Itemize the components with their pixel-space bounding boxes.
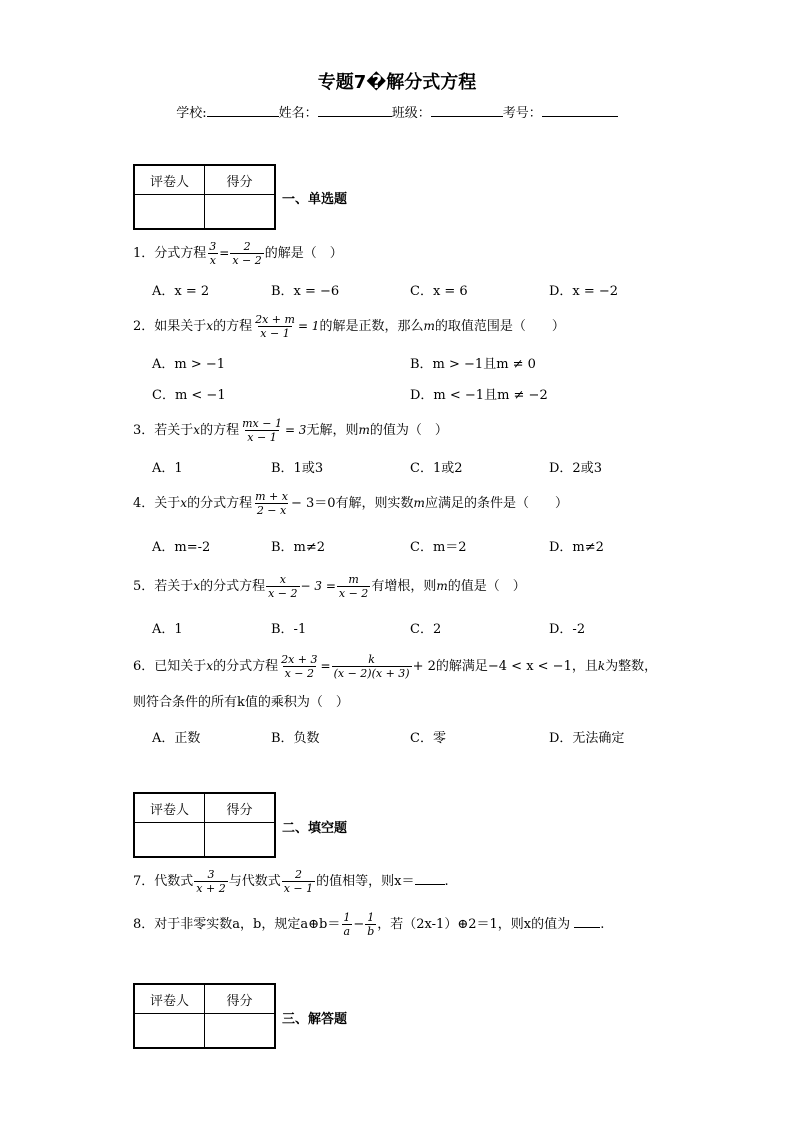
question-number: 6． xyxy=(133,659,155,674)
fraction-denominator: x − 1 xyxy=(247,431,277,444)
question-2 xyxy=(133,313,565,340)
equals-expression: = 1 xyxy=(297,319,320,333)
variable: m xyxy=(423,319,435,333)
section-title-fill-blank: 二、填空题 xyxy=(282,821,348,836)
variable: x xyxy=(193,579,201,593)
option-d: D．x = −2 xyxy=(549,284,619,299)
grader-input-cell xyxy=(134,823,205,858)
grader-input-cell xyxy=(134,195,205,230)
fraction-numerator: k xyxy=(368,653,375,666)
question-number: 5． xyxy=(133,579,155,594)
option-b: B．x = −6 xyxy=(271,284,340,299)
fraction-numerator: 2x + m xyxy=(255,313,295,326)
question-text: 的方程 xyxy=(200,423,240,438)
fraction-numerator: 1 xyxy=(367,911,375,924)
question-text: 的值相等，则x＝ xyxy=(316,874,415,889)
question-text: . xyxy=(600,917,605,932)
question-6 xyxy=(133,653,657,680)
question-text: 若关于 xyxy=(154,579,194,594)
score-cell: 得分 xyxy=(205,793,276,823)
option-b: B．m > −1且m ≠ 0 xyxy=(410,357,536,372)
exam-no-label: 考号： xyxy=(502,106,542,121)
score-input-cell xyxy=(205,823,276,858)
question-text: 为整数， xyxy=(605,659,658,674)
fraction-numerator: m + x xyxy=(255,490,288,503)
score-box-section-1 xyxy=(133,164,276,230)
fraction xyxy=(365,911,376,938)
fraction xyxy=(253,490,290,517)
option-c: C．m < −1 xyxy=(152,388,226,403)
score-input-cell xyxy=(205,1014,276,1049)
score-input-cell xyxy=(205,195,276,230)
fraction-numerator: mx − 1 xyxy=(242,417,282,430)
question-text: . xyxy=(444,874,449,889)
question-text: 的值为（ ） xyxy=(369,423,448,438)
option-b: B．-1 xyxy=(271,622,307,637)
variable: x xyxy=(180,496,188,510)
question-text: 的解是正数，那么 xyxy=(319,319,424,334)
equals-expression: − 3 = xyxy=(300,579,336,593)
option-d: D．-2 xyxy=(549,622,586,637)
question-text: 有解，则实数 xyxy=(335,496,414,511)
fraction-denominator: x + 2 xyxy=(196,882,226,895)
question-text: 的分式方程 xyxy=(213,659,279,674)
student-info-line xyxy=(0,102,794,121)
equals-expression: − 3＝0 xyxy=(290,496,336,511)
question-text: 的取值范围是（ ） xyxy=(434,319,565,334)
question-number: 4． xyxy=(133,496,155,511)
fraction-denominator: x − 2 xyxy=(232,254,262,267)
school-blank xyxy=(207,104,279,117)
equals-sign: = xyxy=(320,659,331,673)
option-d: D．无法确定 xyxy=(549,731,625,746)
score-box-section-3 xyxy=(133,983,276,1049)
question-text: 的值是（ ） xyxy=(447,579,526,594)
fraction xyxy=(266,573,299,600)
fraction xyxy=(230,240,263,267)
name-blank xyxy=(318,104,392,117)
option-c: C．2 xyxy=(410,622,442,637)
fraction-denominator: (x − 2)(x + 3) xyxy=(333,667,410,680)
fraction xyxy=(279,653,319,680)
fraction-numerator: 3 xyxy=(207,868,215,881)
question-text: ，若（2x-1）⊕2＝1，则x的值为 xyxy=(377,917,571,932)
option-b: B．负数 xyxy=(271,731,320,746)
question-text: 对于非零实数a，b，规定a⊕b＝ xyxy=(154,917,341,932)
grader-cell: 评卷人 xyxy=(134,165,205,195)
fraction-denominator: x − 2 xyxy=(338,587,369,600)
fraction xyxy=(337,573,370,600)
option-c: C．x = 6 xyxy=(410,284,468,299)
variable: m xyxy=(413,496,425,510)
score-box-section-2 xyxy=(133,792,276,858)
question-3 xyxy=(133,417,448,444)
equals-expression: = 3 xyxy=(284,423,307,437)
question-number: 7． xyxy=(133,874,155,889)
section-title-solution: 三、解答题 xyxy=(282,1012,348,1027)
question-1 xyxy=(133,240,343,267)
question-text: 已知关于 xyxy=(154,659,207,674)
fraction-numerator: 2x + 3 xyxy=(281,653,318,666)
question-text: 关于 xyxy=(154,496,181,511)
option-a: A．正数 xyxy=(152,731,201,746)
question-8 xyxy=(133,911,604,938)
fraction xyxy=(332,653,412,680)
fraction-numerator: x xyxy=(279,573,286,586)
minus-sign: − xyxy=(353,917,365,932)
fraction-denominator: x − 2 xyxy=(284,667,315,680)
fraction-denominator: b xyxy=(367,925,375,938)
question-text: + 2的解满足−4 < x < −1，且 xyxy=(412,659,598,674)
option-c: C．m＝2 xyxy=(410,540,467,555)
variable: x xyxy=(206,319,214,333)
question-number: 1． xyxy=(133,246,155,261)
question-text: 应满足的条件是（ ） xyxy=(424,496,568,511)
variable: x xyxy=(193,423,201,437)
grader-cell: 评卷人 xyxy=(134,793,205,823)
question-text: 与代数式 xyxy=(228,874,281,889)
score-cell: 得分 xyxy=(205,165,276,195)
fraction-denominator: x − 2 xyxy=(268,587,298,600)
name-label: 姓名： xyxy=(278,106,318,121)
question-text: 分式方程 xyxy=(154,246,207,261)
question-6-line-2: 则符合条件的所有k值的乘积为（ ） xyxy=(133,695,349,710)
answer-blank[interactable] xyxy=(415,872,445,885)
score-cell: 得分 xyxy=(205,984,276,1014)
equals-sign: = xyxy=(219,246,230,260)
fraction-numerator: 2 xyxy=(294,868,302,881)
question-text: 的分式方程 xyxy=(200,579,266,594)
option-b: B．m≠2 xyxy=(271,540,326,555)
option-a: A．m=-2 xyxy=(152,540,211,555)
class-blank xyxy=(431,104,503,117)
question-text: 无解，则 xyxy=(306,423,359,438)
option-d: D．m < −1且m ≠ −2 xyxy=(410,388,548,403)
fraction-numerator: m xyxy=(348,573,359,586)
fraction-denominator: 2 − x xyxy=(256,504,287,517)
section-title-single-choice: 一、单选题 xyxy=(282,192,348,207)
fraction xyxy=(341,911,352,938)
option-a: A．x = 2 xyxy=(152,284,210,299)
fraction-denominator: x − 1 xyxy=(283,882,314,895)
page-title: 专题7�解分式方程 xyxy=(317,72,477,93)
question-number: 8． xyxy=(133,917,155,932)
class-label: 班级： xyxy=(391,106,431,121)
fraction-denominator: a xyxy=(343,925,351,938)
question-5 xyxy=(133,573,526,600)
question-text: 的解是（ ） xyxy=(264,246,343,261)
variable: x xyxy=(206,659,214,673)
question-text: 若关于 xyxy=(154,423,194,438)
option-a: A．1 xyxy=(152,461,183,476)
question-7 xyxy=(133,868,449,895)
question-text: 的分式方程 xyxy=(187,496,253,511)
question-text: 有增根，则 xyxy=(371,579,437,594)
exam-no-blank xyxy=(542,104,618,117)
fraction xyxy=(282,868,315,895)
variable: m xyxy=(358,423,370,437)
question-text: 代数式 xyxy=(154,874,194,889)
fraction xyxy=(194,868,227,895)
answer-blank[interactable] xyxy=(574,915,600,928)
variable: m xyxy=(436,579,448,593)
option-c: C．零 xyxy=(410,731,446,746)
option-b: B．1或3 xyxy=(271,461,324,476)
question-4 xyxy=(133,490,568,517)
grader-input-cell xyxy=(134,1014,205,1049)
school-label: 学校: xyxy=(176,106,207,121)
fraction xyxy=(207,240,218,267)
fraction-denominator: x − 1 xyxy=(260,327,290,340)
fraction-denominator: x xyxy=(209,254,216,267)
fraction xyxy=(253,313,297,340)
question-text: 的方程 xyxy=(213,319,253,334)
option-a: A．m > −1 xyxy=(152,357,226,372)
option-c: C．1或2 xyxy=(410,461,463,476)
grader-cell: 评卷人 xyxy=(134,984,205,1014)
fraction xyxy=(240,417,284,444)
fraction-numerator: 3 xyxy=(209,240,217,253)
option-d: D．m≠2 xyxy=(549,540,604,555)
option-a: A．1 xyxy=(152,622,183,637)
variable: k xyxy=(597,659,606,673)
option-d: D．2或3 xyxy=(549,461,602,476)
fraction-numerator: 2 xyxy=(243,240,251,253)
fraction-numerator: 1 xyxy=(343,911,351,924)
question-number: 2． xyxy=(133,319,155,334)
question-text: 如果关于 xyxy=(154,319,207,334)
question-number: 3． xyxy=(133,423,155,438)
